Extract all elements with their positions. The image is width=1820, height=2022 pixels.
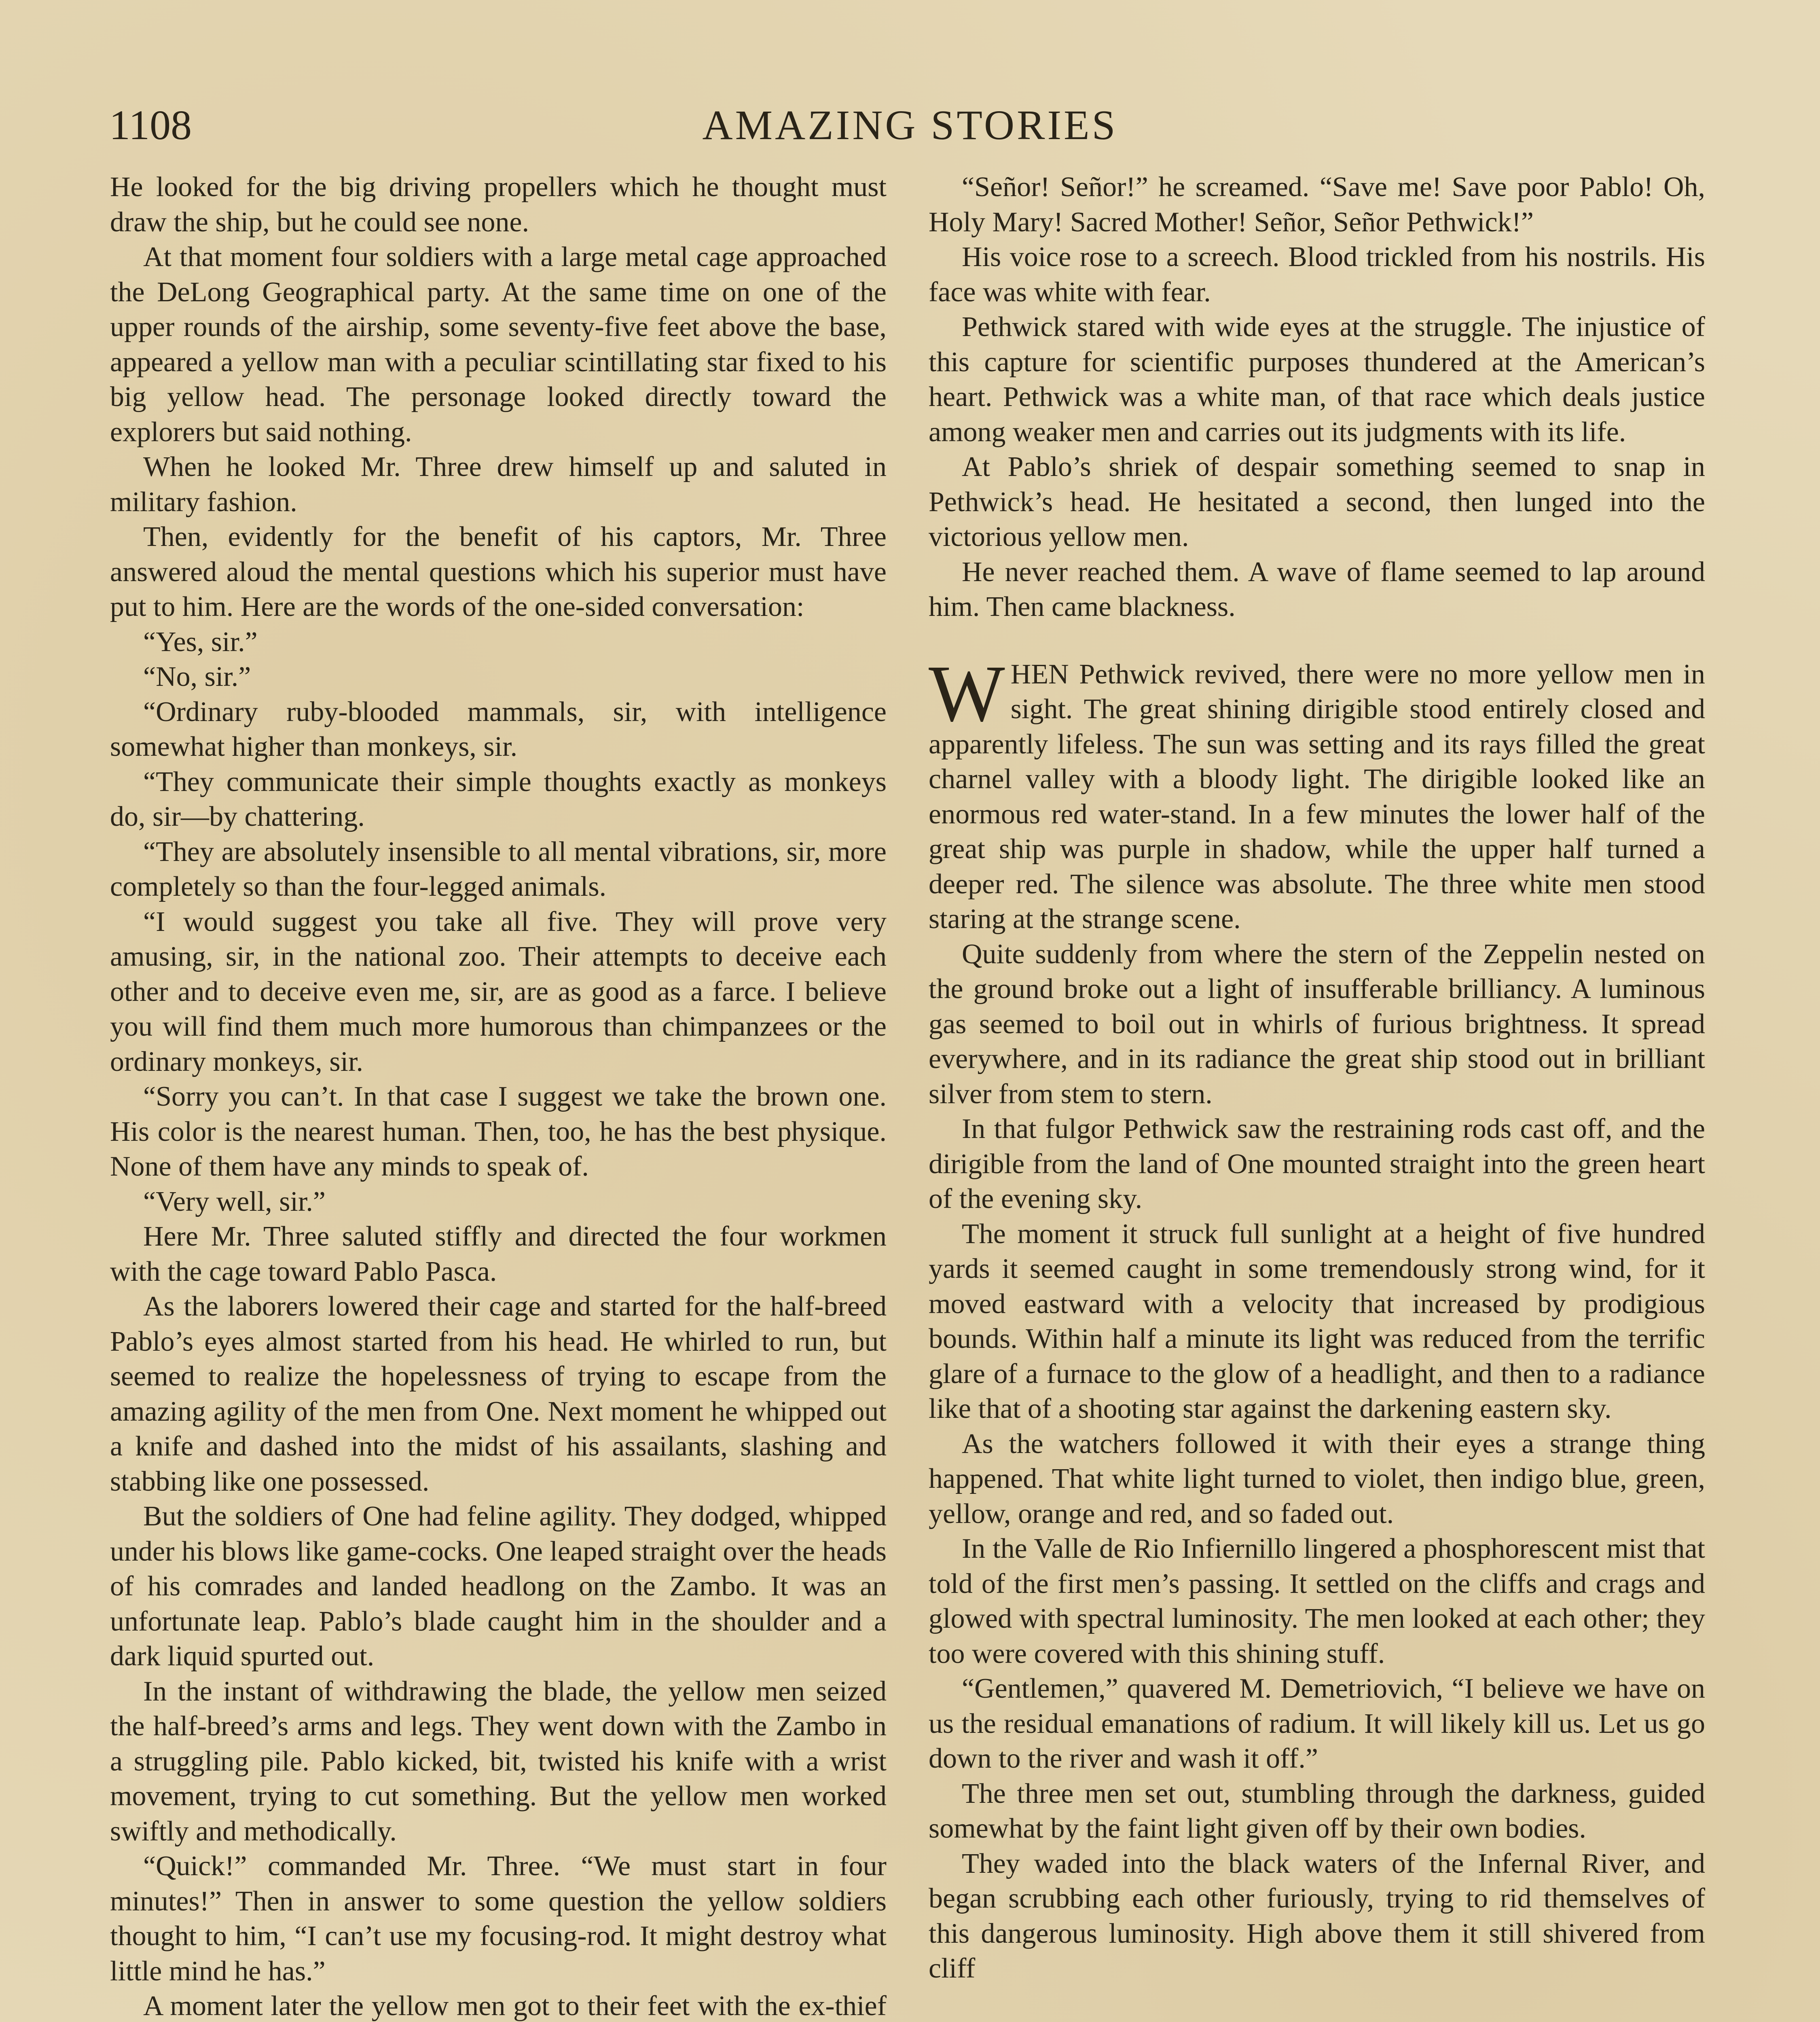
paragraph: In the instant of withdrawing the blade, the yellow men seized the half-breed’s arms and legs. They went down with the Zambo in a struggling pile. Pablo kicked, bit, twisted his knife with a wrist movement, trying to cut something. But the yellow men worked swiftly and methodically. <box>110 1675 887 1847</box>
paragraph: “Yes, sir.” <box>143 626 258 658</box>
paragraph: “Ordinary ruby-blooded mammals, sir, with intelligence somewhat higher than monkeys, sir. <box>110 696 887 762</box>
opening-text: HEN Pethwick revived, there were no more yellow men in sight. The great shining dirigible stood entirely closed and apparently lifeless. The sun was setting and its rays filled the great charnel valley with a bloody light. The dirigible looked like an enormous red water-stand. In a few minutes the lower half of the great ship was purple in shadow, while the upper half turned a deeper red. The silence was absolute. The three white men stood staring at the strange scene. <box>929 658 1705 935</box>
paragraph: “No, sir.” <box>143 661 251 692</box>
paragraph: They waded into the black waters of the Infernal River, and began scrubbing each other furiously, trying to rid themselves of this dangerous luminosity. High above them it still shivered from cliff <box>929 1848 1705 1984</box>
drop-cap: W <box>929 649 1005 738</box>
paragraph: He looked for the big driving propellers which he thought must draw the ship, but he could see none. <box>110 171 887 238</box>
paragraph: At Pablo’s shriek of despair something seemed to snap in Pethwick’s head. He hesitated a second, then lunged into the victorious yellow men. <box>929 451 1705 552</box>
paragraph: His voice rose to a screech. Blood trickled from his nostrils. His face was white with fear. <box>929 241 1705 308</box>
page-header <box>109 97 1711 154</box>
paragraph: In that fulgor Pethwick saw the restraining rods cast off, and the dirigible from the land of One mounted straight into the green heart of the evening sky. <box>929 1113 1705 1214</box>
paragraph: As the laborers lowered their cage and started for the half-breed Pablo’s eyes almost started from his head. He whirled to run, but seemed to realize the hopelessness of trying to escape from the amazing agility of the men from One. Next moment he whipped out a knife and dashed into the midst of his assailants, slashing and stabbing like one possessed. <box>110 1291 887 1497</box>
section-break <box>929 625 1705 657</box>
paragraph: “Sorry you can’t. In that case I suggest we take the brown one. His color is the nearest human. Then, too, he has the best physique. None of them have any minds to speak of. <box>110 1081 887 1182</box>
paragraph: “Gentlemen,” quavered M. Demetriovich, “I believe we have on us the residual emanations of radium. It will likely kill us. Let us go down to the river and wash it off.” <box>929 1673 1705 1774</box>
paragraph: But the soldiers of One had feline agility. They dodged, whipped under his blows like game-cocks. One leaped straight over the heads of his comrades and landed headlong on the Zambo. It was an unfortunate leap. Pablo’s blade caught him in the shoulder and a dark liquid spurted out. <box>110 1501 887 1672</box>
paragraph: A moment later the yellow men got to their feet with the ex-thief <box>143 1990 887 2022</box>
paragraph: “They communicate their simple thoughts exactly as monkeys do, sir—by chattering. <box>110 766 887 832</box>
left-column <box>110 170 887 2022</box>
paragraph: As the watchers followed it with their eyes a strange thing happened. That white light turned to violet, then indigo blue, green, yellow, orange and red, and so faded out. <box>929 1428 1705 1529</box>
paragraph: Pethwick stared with wide eyes at the struggle. The injustice of this capture for scientific purposes thundered at the American’s heart. Pethwick was a white man, of that race which deals justice among weaker men and carries out its judgments with its life. <box>929 311 1705 448</box>
paragraph: The moment it struck full sunlight at a height of five hundred yards it seemed caught in some tremendously strong wind, for it moved eastward with a velocity that increased by prodigious bounds. Within half a minute its light was reduced from the terrific glare of a furnace to the glow of a headlight, and then to a radiance like that of a shooting star against the darkening eastern sky. <box>929 1218 1705 1424</box>
paragraph: The three men set out, stumbling through the darkness, guided somewhat by the faint light given off by their own bodies. <box>929 1778 1705 1844</box>
page-number: 1108 <box>109 102 192 148</box>
paragraph: When he looked Mr. Three drew himself up and saluted in military fashion. <box>110 451 887 518</box>
paragraph: “I would suggest you take all five. They will prove very amusing, sir, in the national zoo. Their attempts to deceive each other and to deceive even me, sir, are as good as a farce. I believe you will find them much more humorous than chimpanzees or the ordinary monkeys, sir. <box>110 906 887 1077</box>
paragraph: In the Valle de Rio Infiernillo lingered a phosphorescent mist that told of the first men’s passing. It settled on the cliffs and crags and glowed with spectral luminosity. The men looked at each other; they too were covered with this shining stuff. <box>929 1533 1705 1669</box>
paragraph: “Very well, sir.” <box>143 1186 326 1217</box>
right-column <box>929 170 1705 1986</box>
paragraph: Quite suddenly from where the stern of the Zeppelin nested on the ground broke out a light of insufferable brilliancy. A luminous gas seemed to boil out in whirls of furious brightness. It spread everywhere, and in its radiance the great ship stood out in brilliant silver from stem to stern. <box>929 938 1705 1110</box>
paragraph: “They are absolutely insensible to all mental vibrations, sir, more completely so than the four-legged animals. <box>110 836 887 902</box>
paragraph: “Quick!” commanded Mr. Three. “We must start in four minutes!” Then in answer to some question the yellow soldiers thought to him, “I can’t use my focusing-rod. It might destroy what little mind he has.” <box>110 1851 887 1987</box>
magazine-title: AMAZING STORIES <box>702 102 1118 148</box>
paragraph: “Señor! Señor!” he screamed. “Save me! Save poor Pablo! Oh, Holy Mary! Sacred Mother! Señor, Señor Pethwick!” <box>929 171 1705 238</box>
paragraph: Then, evidently for the benefit of his captors, Mr. Three answered aloud the mental questions which his superior must have put to him. Here are the words of the one-sided conversation: <box>110 521 887 622</box>
paragraph: At that moment four soldiers with a large metal cage approached the DeLong Geographical party. At the same time on one of the upper rounds of the airship, some seventy-five feet above the base, appeared a yellow man with a peculiar scintillating star fixed to his big yellow head. The personage looked directly toward the explorers but said nothing. <box>110 241 887 448</box>
section-opening-paragraph <box>929 649 1705 937</box>
paragraph: He never reached them. A wave of flame seemed to lap around him. Then came blackness. <box>929 556 1705 622</box>
paragraph: Here Mr. Three saluted stiffly and directed the four workmen with the cage toward Pablo Pasca. <box>110 1221 887 1287</box>
